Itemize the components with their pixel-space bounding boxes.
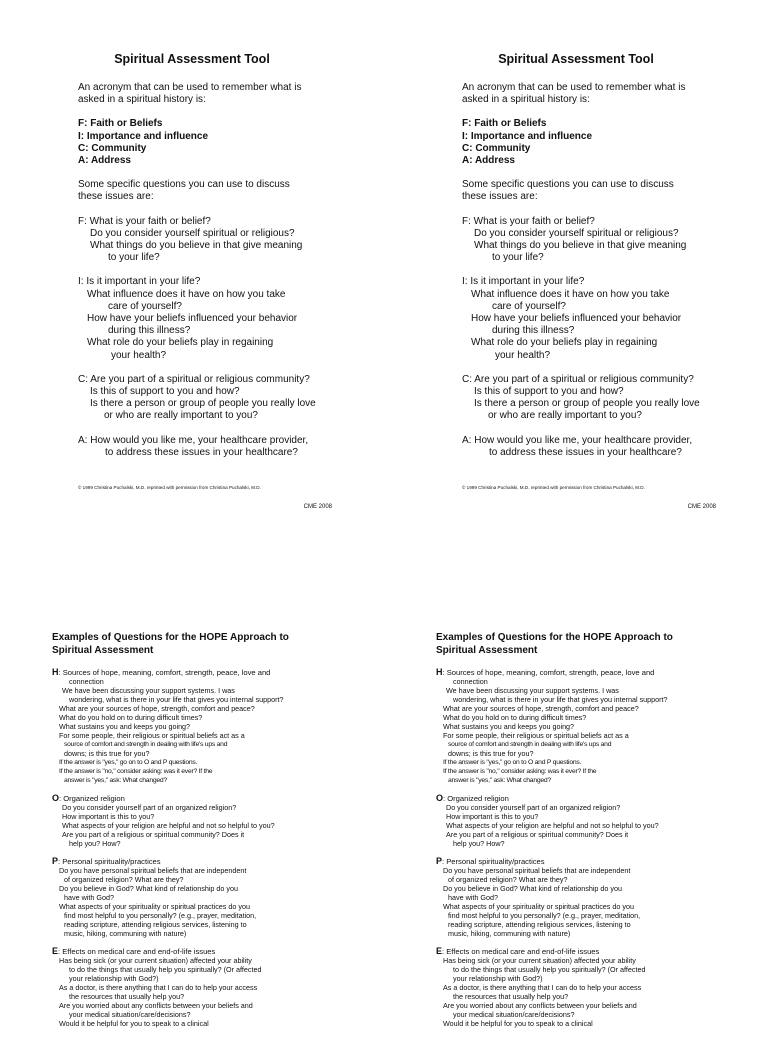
question-line: Do you have personal spiritual beliefs that are independent bbox=[443, 866, 631, 875]
question-line: What role do your beliefs play in regaining bbox=[87, 337, 274, 349]
question-line: We have been discussing your support systems. I was bbox=[62, 686, 235, 695]
question-line: What role do your beliefs play in regaining bbox=[471, 337, 658, 349]
question-line: of organized religion? What are they? bbox=[448, 875, 568, 884]
title-line: Spiritual Assessment bbox=[52, 644, 154, 656]
question-line: For some people, their religious or spiritual beliefs act as a bbox=[59, 731, 245, 740]
hope-section-o bbox=[436, 794, 736, 848]
section-header-text: : Organized religion bbox=[59, 794, 125, 803]
question-line: Do you consider yourself part of an organized religion? bbox=[446, 803, 621, 812]
question-line: reading scripture, attending religious services, listening to bbox=[448, 920, 631, 929]
question-line: Is this of support to you and how? bbox=[90, 386, 240, 398]
hope-section-e bbox=[52, 947, 352, 1028]
slide-title bbox=[52, 632, 352, 657]
hope-section-o bbox=[52, 794, 352, 848]
question-line: source of comfort and strength in dealing with life's ups and bbox=[448, 741, 612, 748]
acronym-item: I: Importance and influence bbox=[78, 130, 209, 142]
cme-label: CME 2008 bbox=[303, 504, 332, 510]
slide-content bbox=[78, 82, 368, 471]
section-header-cont: connection bbox=[69, 677, 104, 686]
section-header bbox=[52, 794, 352, 803]
hope-section-p bbox=[52, 857, 352, 938]
questions-intro bbox=[78, 179, 368, 203]
question-line: Do you have personal spiritual beliefs that are independent bbox=[59, 866, 247, 875]
question-line: downs; is this true for you? bbox=[64, 749, 150, 758]
question-line: For some people, their religious or spiritual beliefs act as a bbox=[443, 731, 629, 740]
question-line: What influence does it have on how you take bbox=[87, 288, 286, 300]
hope-section-p bbox=[436, 857, 736, 938]
slide-title: Spiritual Assessment Tool bbox=[114, 52, 270, 66]
text-line: Some specific questions you can use to discuss bbox=[78, 179, 290, 191]
text-line: An acronym that can be used to remember what is bbox=[462, 82, 686, 93]
question-line: What things do you believe in that give meaning bbox=[474, 240, 687, 252]
question-line: How important is this to you? bbox=[446, 812, 539, 821]
acronym-list bbox=[78, 118, 368, 167]
acronym-item: A: Address bbox=[78, 155, 131, 167]
question-line: C: Are you part of a spiritual or religious community? bbox=[462, 373, 694, 385]
copyright-notice: © 1999 Christina Puchalski, M.D. reprinted with permission from Christina Puchalski, M.D. bbox=[78, 485, 261, 490]
section-header-text: : Personal spirituality/practices bbox=[58, 857, 161, 866]
section-header-text: : Organized religion bbox=[443, 794, 509, 803]
section-header bbox=[436, 794, 736, 803]
question-line: As a doctor, is there anything that I can do to help your access bbox=[59, 983, 258, 992]
section-header bbox=[52, 857, 352, 866]
copyright-notice: © 1999 Christina Puchalski, M.D. reprinted with permission from Christina Puchalski, M.D. bbox=[462, 485, 645, 490]
community-questions bbox=[78, 374, 368, 423]
question-line: your medical situation/care/decisions? bbox=[69, 1010, 191, 1019]
text-line: these issues are: bbox=[78, 191, 154, 203]
acronym-item: A: Address bbox=[462, 155, 515, 167]
question-line: the resources that usually help you? bbox=[69, 992, 185, 1001]
hope-section-h bbox=[52, 668, 352, 785]
question-line: What aspects of your spirituality or spiritual practices do you bbox=[443, 902, 634, 911]
section-letter: E bbox=[436, 946, 443, 956]
question-line: answer is "yes," ask: What changed? bbox=[448, 777, 551, 784]
text-line: asked in a spiritual history is: bbox=[462, 94, 590, 106]
section-header bbox=[436, 857, 736, 866]
question-line: to address these issues in your healthcare? bbox=[489, 446, 682, 458]
section-letter: O bbox=[52, 793, 60, 803]
section-header-text: : Effects on medical care and end-of-life issues bbox=[442, 947, 600, 956]
question-line: Would it be helpful for you to speak to a clinical bbox=[59, 1019, 209, 1028]
question-line: source of comfort and strength in dealing with life's ups and bbox=[64, 741, 228, 748]
question-line: wondering, what is there in your life that gives you internal support? bbox=[453, 695, 668, 704]
section-letter: P bbox=[52, 856, 59, 866]
question-line: your health? bbox=[495, 349, 551, 361]
hope-section-h bbox=[436, 668, 736, 785]
title-line: Spiritual Assessment bbox=[436, 644, 538, 656]
faith-questions bbox=[78, 216, 368, 265]
question-line: to do the things that usually help you spiritually? (Or affected bbox=[453, 965, 646, 974]
question-line: What things do you believe in that give meaning bbox=[90, 240, 303, 252]
section-header-text: : Sources of hope, meaning, comfort, strength, peace, love and bbox=[442, 668, 655, 677]
section-header bbox=[52, 668, 352, 677]
question-line: What are your sources of hope, strength, comfort and peace? bbox=[443, 704, 639, 713]
question-line: What do you hold on to during difficult times? bbox=[443, 713, 587, 722]
question-line: have with God? bbox=[448, 893, 498, 902]
question-line: your relationship with God?) bbox=[69, 974, 159, 983]
question-line: Do you consider yourself spiritual or religious? bbox=[474, 227, 679, 239]
question-line: I: Is it important in your life? bbox=[462, 276, 585, 288]
question-line: What do you hold on to during difficult times? bbox=[59, 713, 203, 722]
section-letter: P bbox=[436, 856, 443, 866]
slide-content bbox=[462, 82, 752, 471]
question-line: If the answer is "yes," go on to O and P questions. bbox=[59, 759, 198, 766]
section-header-text: : Personal spirituality/practices bbox=[442, 857, 545, 866]
question-line: A: How would you like me, your healthcare provider, bbox=[78, 434, 309, 446]
spiritual-assessment-slide-left bbox=[0, 0, 384, 520]
question-line: Are you worried about any conflicts between your beliefs and bbox=[59, 1001, 253, 1010]
question-line: or who are really important to you? bbox=[104, 410, 258, 422]
text-line: An acronym that can be used to remember what is bbox=[78, 82, 302, 93]
question-line: How have your beliefs influenced your behavior bbox=[87, 313, 298, 325]
question-line: Are you worried about any conflicts between your beliefs and bbox=[443, 1001, 637, 1010]
title-line: Examples of Questions for the HOPE Approach to bbox=[436, 632, 673, 643]
question-line: Are you part of a religious or spiritual community? Does it bbox=[62, 830, 245, 839]
hope-slide-right bbox=[384, 620, 768, 1028]
faith-questions bbox=[462, 216, 752, 265]
address-questions bbox=[462, 435, 752, 459]
slide-content bbox=[436, 668, 736, 1037]
question-line: C: Are you part of a spiritual or religious community? bbox=[78, 373, 310, 385]
question-line: As a doctor, is there anything that I can do to help your access bbox=[443, 983, 642, 992]
question-line: help you? How? bbox=[453, 839, 505, 848]
title-line: Examples of Questions for the HOPE Approach to bbox=[52, 632, 289, 643]
acronym-item: F: Faith or Beliefs bbox=[78, 118, 163, 130]
question-line: Is there a person or group of people you really love bbox=[474, 398, 700, 410]
acronym-item: I: Importance and influence bbox=[462, 130, 593, 142]
question-line: care of yourself? bbox=[492, 300, 566, 312]
question-line: your relationship with God?) bbox=[453, 974, 543, 983]
section-letter: O bbox=[436, 793, 444, 803]
question-line: What aspects of your religion are helpful and not so helpful to you? bbox=[62, 821, 275, 830]
section-letter: H bbox=[436, 667, 443, 677]
question-line: Has being sick (or your current situation) affected your ability bbox=[443, 956, 636, 965]
question-line: We have been discussing your support systems. I was bbox=[446, 686, 619, 695]
intro-paragraph bbox=[78, 82, 368, 106]
question-line: Are you part of a religious or spiritual community? Does it bbox=[446, 830, 629, 839]
question-line: to your life? bbox=[108, 252, 160, 264]
question-line: find most helpful to you personally? (e.g., prayer, meditation, bbox=[64, 911, 257, 920]
question-line: music, hiking, communing with nature) bbox=[64, 929, 187, 938]
question-line: during this illness? bbox=[492, 325, 575, 337]
intro-paragraph bbox=[462, 82, 752, 106]
acronym-item: F: Faith or Beliefs bbox=[462, 118, 547, 130]
question-line: F: What is your faith or belief? bbox=[78, 215, 211, 227]
question-line: during this illness? bbox=[108, 325, 191, 337]
question-line: Has being sick (or your current situation) affected your ability bbox=[59, 956, 252, 965]
question-line: What aspects of your spirituality or spiritual practices do you bbox=[59, 902, 250, 911]
question-line: downs; is this true for you? bbox=[448, 749, 534, 758]
question-line: wondering, what is there in your life that gives you internal support? bbox=[69, 695, 284, 704]
text-line: Some specific questions you can use to discuss bbox=[462, 179, 674, 191]
question-line: your medical situation/care/decisions? bbox=[453, 1010, 575, 1019]
question-line: answer is "yes," ask: What changed? bbox=[64, 777, 167, 784]
section-header-text: : Sources of hope, meaning, comfort, strength, peace, love and bbox=[58, 668, 271, 677]
question-line: I: Is it important in your life? bbox=[78, 276, 201, 288]
address-questions bbox=[78, 435, 368, 459]
section-letter: H bbox=[52, 667, 59, 677]
question-line: care of yourself? bbox=[108, 300, 182, 312]
question-line: your health? bbox=[111, 349, 167, 361]
question-line: What aspects of your religion are helpful and not so helpful to you? bbox=[446, 821, 659, 830]
question-line: Do you consider yourself spiritual or religious? bbox=[90, 227, 295, 239]
question-line: music, hiking, communing with nature) bbox=[448, 929, 571, 938]
cme-label: CME 2008 bbox=[687, 504, 716, 510]
section-letter: E bbox=[52, 946, 59, 956]
question-line: Do you believe in God? What kind of relationship do you bbox=[59, 884, 238, 893]
section-header bbox=[436, 947, 736, 956]
community-questions bbox=[462, 374, 752, 423]
importance-questions bbox=[462, 276, 752, 361]
question-line: have with God? bbox=[64, 893, 114, 902]
importance-questions bbox=[78, 276, 368, 361]
question-line: to do the things that usually help you spiritually? (Or affected bbox=[69, 965, 262, 974]
text-line: these issues are: bbox=[462, 191, 538, 203]
question-line: What influence does it have on how you take bbox=[471, 288, 670, 300]
question-line: Is this of support to you and how? bbox=[474, 386, 624, 398]
question-line: Do you consider yourself part of an organized religion? bbox=[62, 803, 237, 812]
acronym-item: C: Community bbox=[462, 142, 531, 154]
hope-section-e bbox=[436, 947, 736, 1028]
slide-title bbox=[436, 632, 736, 657]
question-line: What sustains you and keeps you going? bbox=[443, 722, 575, 731]
question-line: If the answer is "no," consider asking: was it ever? If the bbox=[59, 768, 213, 775]
acronym-list bbox=[462, 118, 752, 167]
question-line: of organized religion? What are they? bbox=[64, 875, 184, 884]
question-line: What sustains you and keeps you going? bbox=[59, 722, 191, 731]
question-line: reading scripture, attending religious services, listening to bbox=[64, 920, 247, 929]
text-line: asked in a spiritual history is: bbox=[78, 94, 206, 106]
question-line: or who are really important to you? bbox=[488, 410, 642, 422]
question-line: How have your beliefs influenced your behavior bbox=[471, 313, 682, 325]
question-line: Do you believe in God? What kind of relationship do you bbox=[443, 884, 622, 893]
section-header-cont: connection bbox=[453, 677, 488, 686]
question-line: to your life? bbox=[492, 252, 544, 264]
question-line: Would it be helpful for you to speak to a clinical bbox=[443, 1019, 593, 1028]
question-line: A: How would you like me, your healthcare provider, bbox=[462, 434, 693, 446]
question-line: the resources that usually help you? bbox=[453, 992, 569, 1001]
question-line: help you? How? bbox=[69, 839, 121, 848]
section-header bbox=[436, 668, 736, 677]
question-line: If the answer is "no," consider asking: was it ever? If the bbox=[443, 768, 597, 775]
question-line: What are your sources of hope, strength, comfort and peace? bbox=[59, 704, 255, 713]
question-line: If the answer is "yes," go on to O and P questions. bbox=[443, 759, 582, 766]
question-line: Is there a person or group of people you really love bbox=[90, 398, 316, 410]
spiritual-assessment-slide-right bbox=[384, 0, 768, 520]
section-header bbox=[52, 947, 352, 956]
slide-content bbox=[52, 668, 352, 1037]
slide-title: Spiritual Assessment Tool bbox=[498, 52, 654, 66]
hope-slide-left bbox=[0, 620, 384, 1028]
question-line: F: What is your faith or belief? bbox=[462, 215, 595, 227]
question-line: to address these issues in your healthcare? bbox=[105, 446, 298, 458]
section-header-text: : Effects on medical care and end-of-life issues bbox=[58, 947, 216, 956]
question-line: How important is this to you? bbox=[62, 812, 155, 821]
acronym-item: C: Community bbox=[78, 142, 147, 154]
question-line: find most helpful to you personally? (e.g., prayer, meditation, bbox=[448, 911, 641, 920]
questions-intro bbox=[462, 179, 752, 203]
